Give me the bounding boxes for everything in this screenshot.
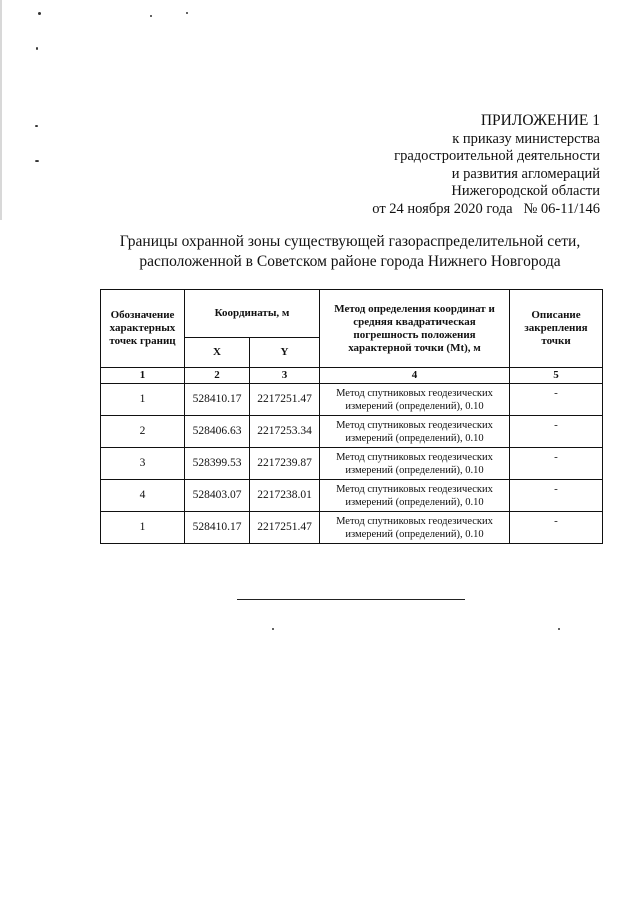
y-value: 2217238.01 xyxy=(250,480,320,512)
y-value: 2217251.47 xyxy=(250,512,320,544)
y-value: 2217251.47 xyxy=(250,384,320,416)
table-row xyxy=(101,480,603,512)
scan-speck xyxy=(38,12,41,15)
x-value: 528410.17 xyxy=(185,512,250,544)
x-value: 528399.53 xyxy=(185,448,250,480)
header-coordinates: Координаты, м xyxy=(185,290,320,338)
coordinates-table xyxy=(100,289,603,544)
scan-speck xyxy=(35,125,38,127)
column-numbers-row xyxy=(101,368,603,384)
appendix-line: и развития агломераций xyxy=(451,165,600,182)
appendix-title: ПРИЛОЖЕНИЕ 1 xyxy=(480,112,600,129)
page-edge xyxy=(0,0,2,220)
method-value: Метод спутниковых геодезических измерений (определений), 0.10 xyxy=(320,416,510,448)
appendix-line: градостроительной деятельности xyxy=(394,148,600,164)
method-value: Метод спутниковых геодезических измерений (определений), 0.10 xyxy=(320,480,510,512)
method-value: Метод спутниковых геодезических измерений (определений), 0.10 xyxy=(320,384,510,416)
scan-speck xyxy=(186,12,188,14)
closing-line xyxy=(237,599,465,600)
description-value: - xyxy=(510,512,603,544)
column-number: 2 xyxy=(185,368,250,384)
scan-speck xyxy=(272,628,274,630)
header-description: Описание закрепления точки xyxy=(510,290,603,368)
description-value: - xyxy=(510,480,603,512)
table-row xyxy=(101,512,603,544)
header-x: X xyxy=(185,338,250,368)
column-number: 5 xyxy=(510,368,603,384)
method-value: Метод спутниковых геодезических измерений (определений), 0.10 xyxy=(320,512,510,544)
scan-speck xyxy=(35,160,39,162)
appendix-line: к приказу министерства xyxy=(452,130,600,147)
header-points: Обозначение характерных точек границ xyxy=(101,290,185,368)
document-title xyxy=(0,232,640,272)
x-value: 528406.63 xyxy=(185,416,250,448)
appendix-block xyxy=(372,112,600,218)
column-number: 3 xyxy=(250,368,320,384)
point-id: 1 xyxy=(101,384,185,416)
description-value: - xyxy=(510,416,603,448)
scan-speck xyxy=(36,47,38,50)
point-id: 1 xyxy=(101,512,185,544)
x-value: 528410.17 xyxy=(185,384,250,416)
table-row xyxy=(101,416,603,448)
method-value: Метод спутниковых геодезических измерений (определений), 0.10 xyxy=(320,448,510,480)
table-row xyxy=(101,384,603,416)
point-id: 3 xyxy=(101,448,185,480)
point-id: 4 xyxy=(101,480,185,512)
header-y: Y xyxy=(250,338,320,368)
description-value: - xyxy=(510,384,603,416)
point-id: 2 xyxy=(101,416,185,448)
y-value: 2217239.87 xyxy=(250,448,320,480)
appendix-line: Нижегородской области xyxy=(451,183,600,199)
scan-speck xyxy=(558,628,560,630)
appendix-date-number: от 24 ноября 2020 года № 06-11/146 xyxy=(372,200,600,217)
document-title-line: Границы охранной зоны существующей газораспределительной сети, xyxy=(119,233,581,250)
header-method: Метод определения координат и средняя квадратическая погрешность положения характерной точки (Mt), м xyxy=(320,290,510,368)
column-number: 4 xyxy=(320,368,510,384)
y-value: 2217253.34 xyxy=(250,416,320,448)
scan-speck xyxy=(150,15,152,17)
description-value: - xyxy=(510,448,603,480)
document-title-line: расположенной в Советском районе города Нижнего Новгорода xyxy=(139,253,561,270)
x-value: 528403.07 xyxy=(185,480,250,512)
column-number: 1 xyxy=(101,368,185,384)
table-row xyxy=(101,448,603,480)
